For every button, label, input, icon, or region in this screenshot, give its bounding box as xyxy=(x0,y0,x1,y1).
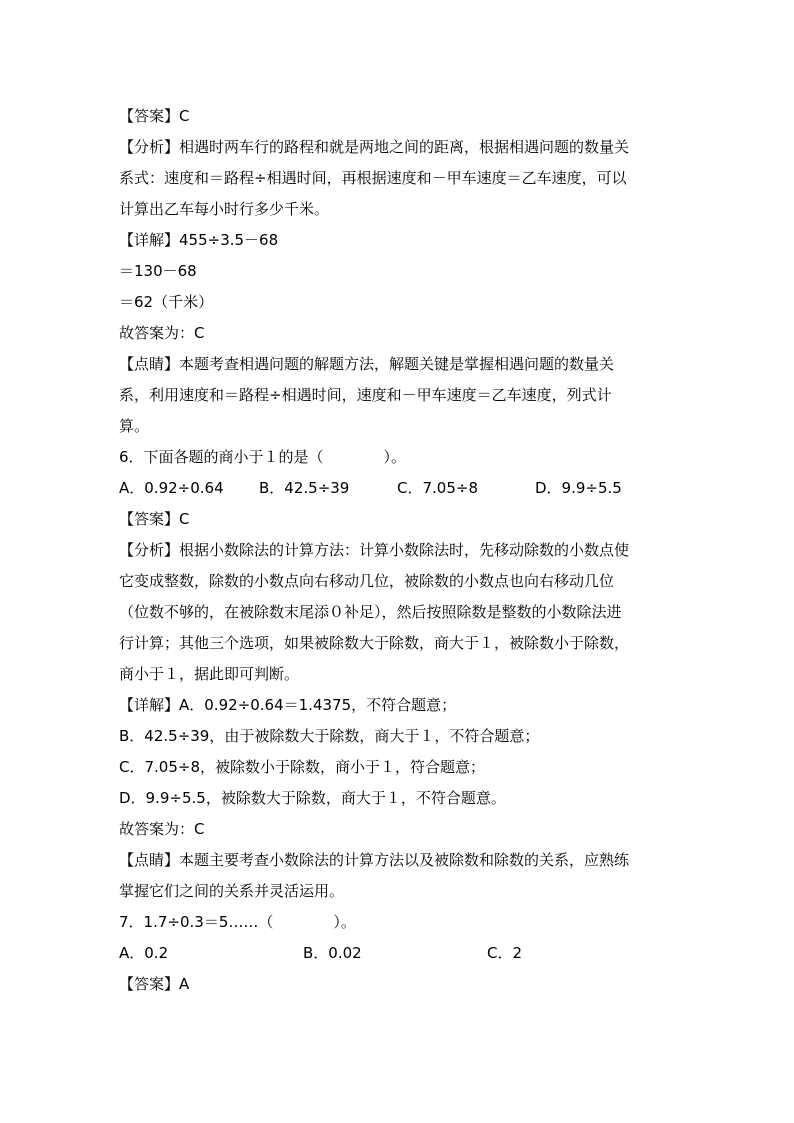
q5-analysis-line: 系式：速度和＝路程÷相遇时间，再根据速度和－甲车速度＝乙车速度，可以 xyxy=(119,169,627,187)
q7-option-b: B．0.02 xyxy=(303,944,362,962)
q6-answer: 【答案】C xyxy=(119,510,190,528)
q6-analysis-line: （位数不够的，在被除数末尾添０补足），然后按照除数是整数的小数除法进 xyxy=(119,603,622,621)
q6-analysis-line: 【分析】根据小数除法的计算方法：计算小数除法时，先移动除数的小数点使 xyxy=(119,541,630,559)
q7-option-c: C．2 xyxy=(487,944,523,962)
q5-answer: 【答案】C xyxy=(119,107,190,125)
q5-analysis-line: 【分析】相遇时两车行的路程和就是两地之间的距离，根据相遇问题的数量关 xyxy=(119,138,630,156)
q6-analysis-line: 它变成整数，除数的小数点向右移动几位，被除数的小数点也向右移动几位 xyxy=(119,572,615,590)
q7-options xyxy=(119,938,679,969)
q7-option-a: A．0.2 xyxy=(119,944,169,962)
q6-analysis-line: 行计算；其他三个选项，如果被除数大于除数，商大于１，被除数小于除数， xyxy=(119,634,630,652)
q6-detail-line: C．7.05÷8，被除数小于除数，商小于１，符合题意； xyxy=(119,758,485,776)
q6-comment-line: 掌握它们之间的关系并灵活运用。 xyxy=(119,882,345,900)
q6-comment-line: 【点睛】本题主要考查小数除法的计算方法以及被除数和除数的关系，应熟练 xyxy=(119,851,630,869)
q5-comment-line: 系，利用速度和＝路程÷相遇时间，速度和－甲车速度＝乙车速度，列式计 xyxy=(119,386,612,404)
q6-detail-line: 【详解】A．0.92÷0.64＝1.4375，不符合题意； xyxy=(119,696,457,714)
q5-analysis-line: 计算出乙车每小时行多少千米。 xyxy=(119,200,330,218)
q6-conclusion: 故答案为：C xyxy=(119,820,205,838)
q5-detail-line: ＝130－68 xyxy=(119,262,197,280)
q7-stem: 7．1.7÷0.3＝5……（ ）。 xyxy=(119,913,356,931)
q5-comment-line: 算。 xyxy=(119,417,150,435)
q6-option-d: D．9.9÷5.5 xyxy=(535,479,622,497)
q5-detail-line: 【详解】455÷3.5－68 xyxy=(119,231,279,249)
q6-stem: 6．下面各题的商小于１的是（ ）。 xyxy=(119,448,407,466)
q6-options xyxy=(119,473,679,504)
q6-detail-line: B．42.5÷39，由于被除数大于除数，商大于１，不符合题意； xyxy=(119,727,540,745)
q6-option-a: A．0.92÷0.64 xyxy=(119,479,224,497)
q5-comment-line: 【点睛】本题考查相遇问题的解题方法，解题关键是掌握相遇问题的数量关 xyxy=(119,355,615,373)
q6-detail-line: D．9.9÷5.5，被除数大于除数，商大于１，不符合题意。 xyxy=(119,789,506,807)
q6-analysis-line: 商小于１，据此即可判断。 xyxy=(119,665,300,683)
q6-option-c: C．7.05÷8 xyxy=(397,479,478,497)
q7-answer: 【答案】A xyxy=(119,975,190,993)
q6-option-b: B．42.5÷39 xyxy=(259,479,350,497)
document-page xyxy=(119,101,679,1000)
q5-detail-line: ＝62（千米） xyxy=(119,293,214,311)
q5-conclusion: 故答案为：C xyxy=(119,324,205,342)
